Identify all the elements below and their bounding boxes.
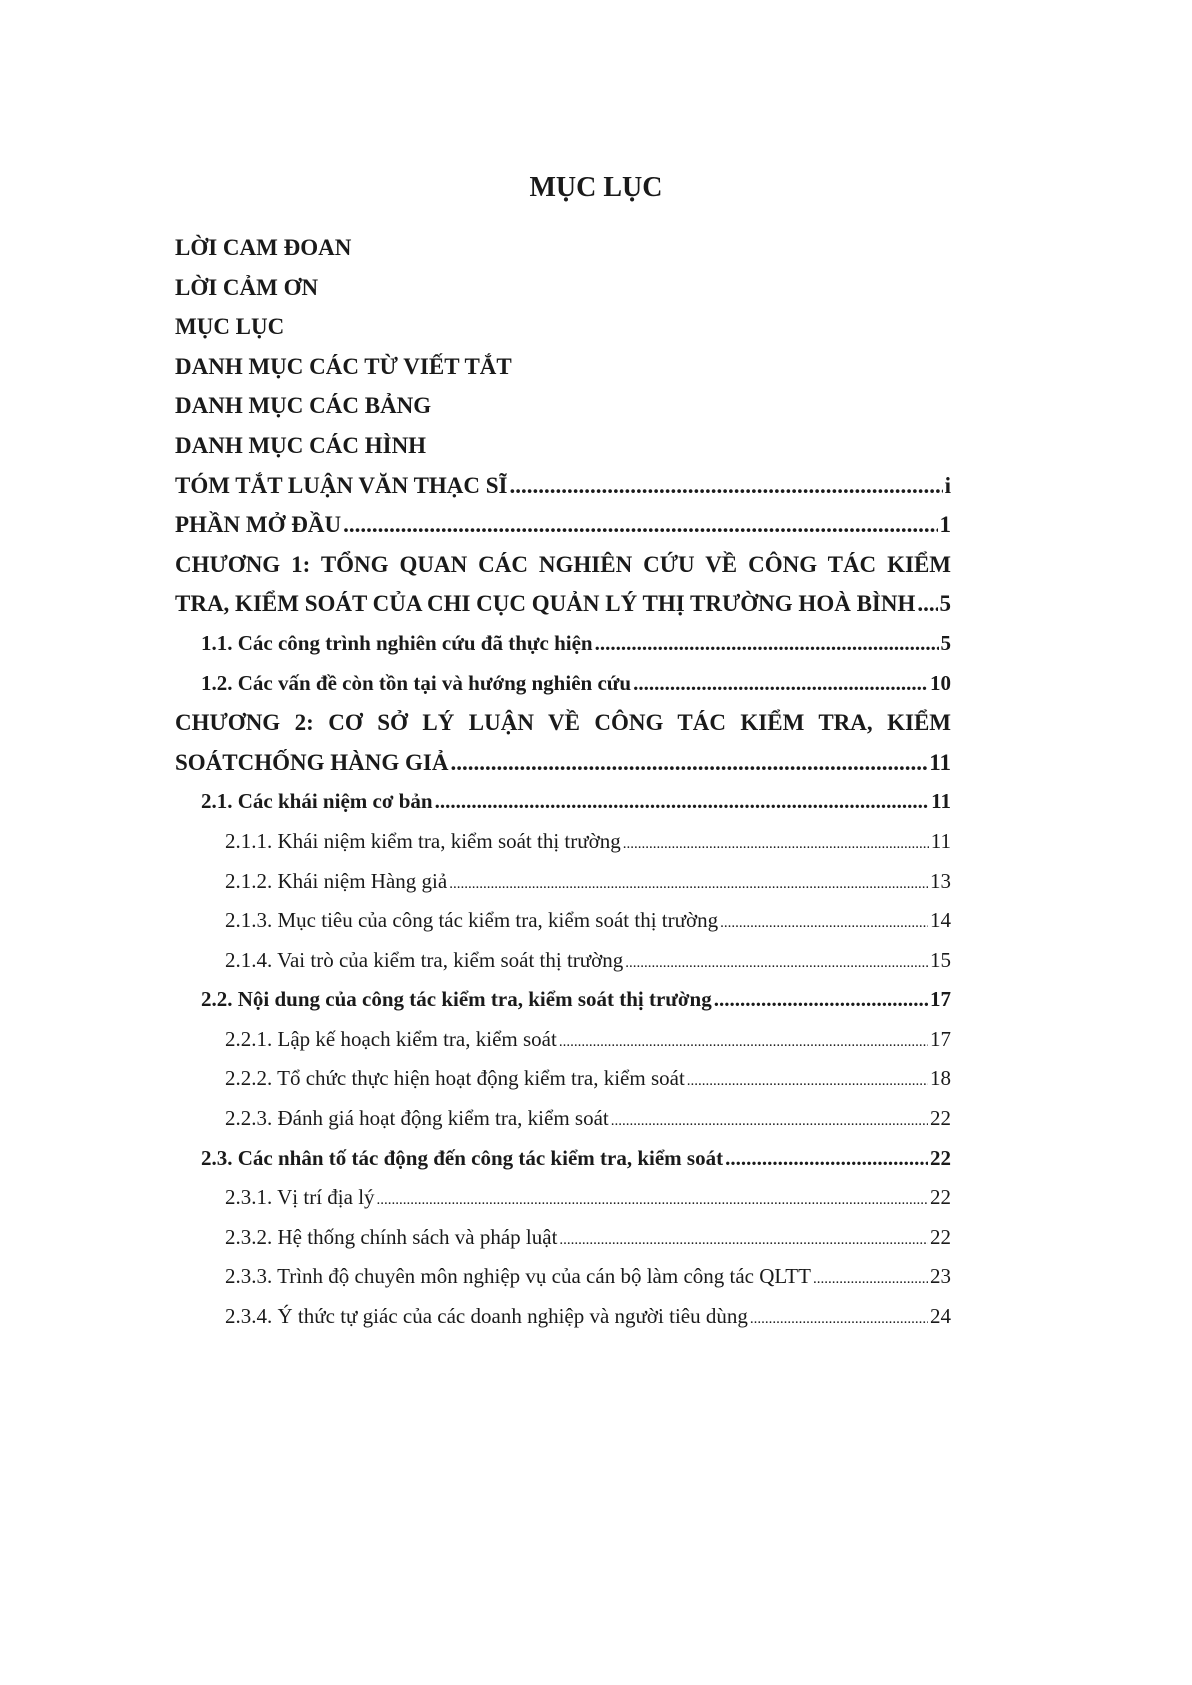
dot-leader [435,782,930,822]
toc-entry-label: SOÁTCHỐNG HÀNG GIẢ [175,749,449,775]
dot-leader [750,1300,928,1340]
toc-entry[interactable] [175,307,951,347]
toc-entry[interactable] [175,1020,951,1060]
toc-entry-page-number: 15 [930,947,951,972]
toc-entry[interactable] [175,347,951,387]
toc-entry-label: TÓM TẮT LUẬN VĂN THẠC SĨ [175,472,508,498]
toc-entry-page-number: 23 [930,1264,951,1289]
toc-entry-label: 2.3.2. Hệ thống chính sách và pháp luật [225,1224,558,1249]
toc-entry[interactable] [175,862,951,902]
dot-leader [725,1139,928,1179]
dot-leader [377,1181,928,1221]
toc-entry-page-number: i [944,472,951,498]
toc-entry-label: 2.1.1. Khái niệm kiểm tra, kiểm soát thị trường [225,828,621,853]
toc-entry-label: DANH MỤC CÁC TỪ VIẾT TẮT [175,353,512,379]
toc-entry[interactable] [175,1218,951,1258]
toc-entry-label: 2.1.4. Vai trò của kiểm tra, kiểm soát thị trường [225,947,624,972]
toc-entry-page-number: 24 [930,1304,951,1329]
toc-entry-label: DANH MỤC CÁC HÌNH [175,432,427,458]
toc-entry[interactable] [175,228,951,268]
dot-leader [633,664,928,704]
toc-entry-label: PHẦN MỞ ĐẦU [175,512,342,538]
toc-heading-line [175,703,951,743]
toc-entry-page-number: 1 [939,512,951,538]
toc-entry-label: 1.1. Các công trình nghiên cứu đã thực hiện [201,630,593,655]
toc-entry-page-number: 5 [940,630,951,655]
dot-leader [714,980,928,1020]
toc-entry-page-number: 11 [929,749,951,775]
toc-entry-page-number: 18 [930,1066,951,1091]
dot-leader [450,743,927,783]
dot-leader [559,1023,928,1063]
toc-entry-page-number: 13 [930,868,951,893]
toc-entry[interactable] [175,426,951,466]
dot-leader [559,1221,928,1261]
dot-leader [720,904,928,944]
toc-entry[interactable] [175,505,951,545]
toc-entry-page-number: 5 [939,591,951,617]
toc-entry[interactable] [175,466,951,506]
toc-entry-label: 2.3.3. Trình độ chuyên môn nghiệp vụ của cán bộ làm công tác QLTT [225,1264,811,1289]
toc-entry-label: DANH MỤC CÁC BẢNG [175,393,432,419]
toc-entry[interactable] [175,1059,951,1099]
page-title: MỤC LỤC [529,172,663,203]
toc-entry-label: MỤC LỤC [175,314,285,340]
toc-entry-label: 2.1. Các khái niệm cơ bản [201,789,433,814]
toc-entry[interactable] [175,822,951,862]
toc-entry[interactable] [175,1099,951,1139]
toc-entry-label: 2.3. Các nhân tố tác động đến công tác kiểm tra, kiểm soát [201,1145,724,1170]
toc-entry-label: TRA, KIỂM SOÁT CỦA CHI CỤC QUẢN LÝ THỊ TRƯỜNG HOÀ BÌNH [175,591,916,617]
toc-entry[interactable] [175,268,951,308]
dot-leader [623,825,929,865]
toc-entry-page-number: 17 [930,987,951,1012]
toc-entry-label: 2.2.2. Tổ chức thực hiện hoạt động kiểm tra, kiểm soát [225,1066,685,1091]
dot-leader [595,624,939,664]
toc-entry-label: 2.1.2. Khái niệm Hàng giả [225,868,448,893]
toc-entry[interactable] [175,1139,951,1179]
toc-entry-page-number: 10 [930,670,951,695]
toc-entry-page-number: 22 [930,1224,951,1249]
toc-entry-label: LỜI CẢM ƠN [175,274,319,300]
toc-entry-label: 1.2. Các vấn đề còn tồn tại và hướng nghiên cứu [201,670,632,695]
dot-leader [449,865,928,905]
toc-entry[interactable] [175,624,951,664]
toc-entry-label: 2.3.1. Vị trí địa lý [225,1185,375,1210]
toc-entry[interactable] [175,584,951,624]
toc-entry[interactable] [175,386,951,426]
toc-entry-page-number: 22 [930,1185,951,1210]
toc-heading-first-line: CHƯƠNG 2: CƠ SỞ LÝ LUẬN VỀ CÔNG TÁC KIỂM TRA, KIỂM [175,710,951,736]
toc-heading-first-line: CHƯƠNG 1: TỔNG QUAN CÁC NGHIÊN CỨU VỀ CÔNG TÁC KIỂM [175,551,951,577]
dot-leader [625,944,928,984]
toc-entry-page-number: 17 [930,1026,951,1051]
dot-leader [611,1102,928,1142]
toc-entry-label: 2.2.3. Đánh giá hoạt động kiểm tra, kiểm soát [225,1106,609,1131]
toc-entry-label: 2.1.3. Mục tiêu của công tác kiểm tra, kiểm soát thị trường [225,908,719,933]
toc-entry-label: 2.3.4. Ý thức tự giác của các doanh nghiệp và người tiêu dùng [225,1304,748,1329]
dot-leader [510,466,943,506]
toc-entry-page-number: 22 [930,1106,951,1131]
toc-entry-label: 2.2. Nội dung của công tác kiểm tra, kiểm soát thị trường [201,987,712,1012]
toc-entry[interactable] [175,664,951,704]
dot-leader [917,584,937,624]
toc-entry[interactable] [175,980,951,1020]
toc-entry-page-number: 11 [931,789,951,814]
dot-leader [687,1062,928,1102]
toc-entry[interactable] [175,743,951,783]
toc-entry-page-number: 11 [930,828,951,853]
toc-entry-page-number: 14 [930,908,951,933]
toc-entry-label: LỜI CAM ĐOAN [175,235,352,260]
toc-entry[interactable] [175,1178,951,1218]
table-of-contents [175,228,951,1337]
toc-entry-label: 2.2.1. Lập kế hoạch kiểm tra, kiểm soát [225,1026,557,1051]
toc-entry[interactable] [175,941,951,981]
toc-entry[interactable] [175,1297,951,1337]
toc-entry[interactable] [175,901,951,941]
toc-entry[interactable] [175,782,951,822]
toc-entry-page-number: 22 [930,1145,951,1170]
toc-heading-line [175,545,951,585]
dot-leader [813,1260,928,1300]
toc-entry[interactable] [175,1257,951,1297]
dot-leader [343,505,937,545]
